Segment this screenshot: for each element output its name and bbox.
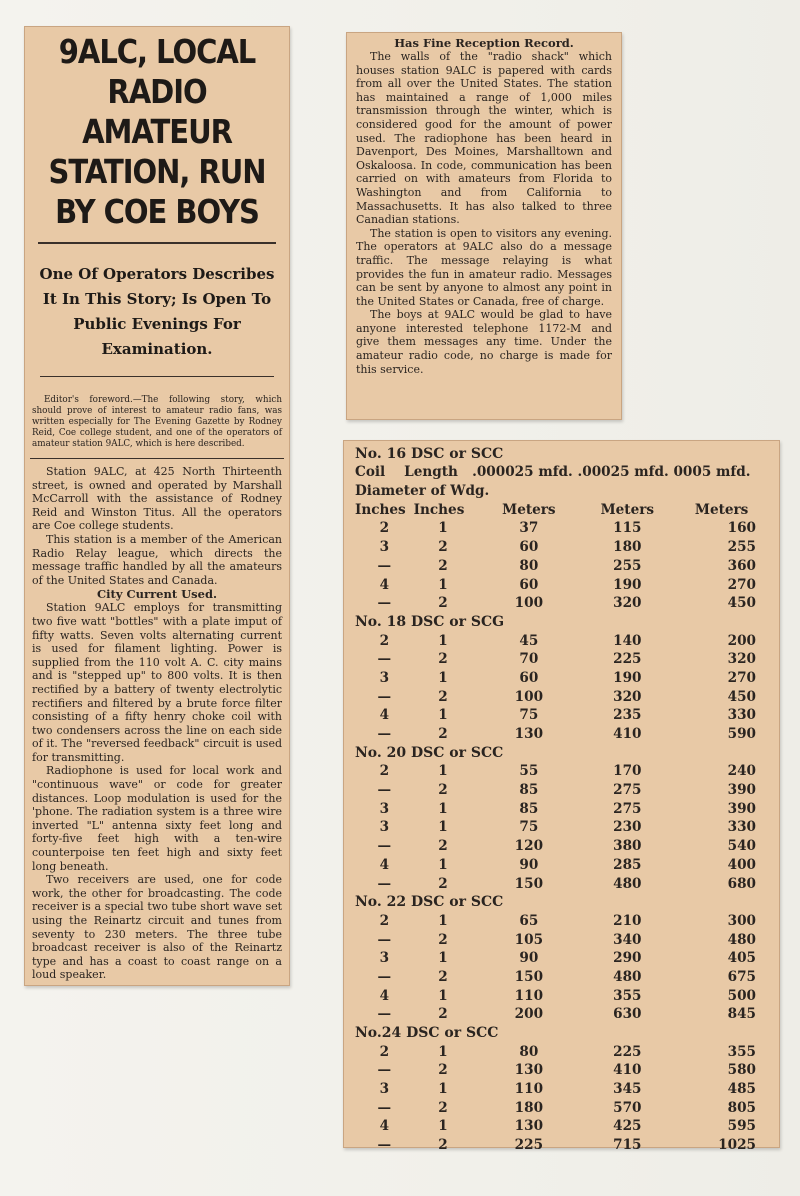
table-cell: 2 <box>438 1006 448 1023</box>
table-cell: 1 <box>438 800 448 817</box>
table-cell: 345 <box>613 1081 642 1098</box>
table-cell: 170 <box>613 763 642 780</box>
table-cell: 675 <box>727 968 756 985</box>
table-section-row <box>355 893 774 912</box>
divider <box>38 242 276 244</box>
table-section-title: No.24 DSC or SCC <box>355 1025 499 1041</box>
table-cell: 275 <box>613 782 642 799</box>
table-cell: 270 <box>727 669 756 686</box>
column-header-row <box>355 500 774 519</box>
table-cell: 255 <box>727 539 756 556</box>
table-row <box>355 706 774 725</box>
table-row <box>355 781 774 800</box>
table-cell: 715 <box>613 1137 642 1154</box>
table-cell: 230 <box>613 819 642 836</box>
table-cell: 1 <box>438 856 448 873</box>
diameter-label: Diameter of Wdg. <box>355 482 490 499</box>
table-cell: — <box>377 782 392 799</box>
table-cell: 130 <box>514 1118 544 1135</box>
article-body <box>32 465 282 982</box>
table-cell: 60 <box>519 669 539 686</box>
table-cell: 90 <box>519 856 539 873</box>
table-cell: — <box>377 557 392 574</box>
table-cell: 590 <box>727 726 756 742</box>
table-cell: 85 <box>519 782 539 799</box>
table-cell: 3 <box>379 800 390 817</box>
coil-wavelength-table-clipping <box>343 440 780 1154</box>
column-header: Inches <box>355 501 406 518</box>
table-cell: 2 <box>438 838 448 855</box>
table-cell: 1 <box>438 632 448 649</box>
table-cell: 150 <box>514 968 544 985</box>
column-header: Meters <box>600 501 655 518</box>
paragraph: This station is a member of the American Radio Relay league, which directs the message traffic handled by all the amateurs of the United States and Canada. <box>32 532 282 587</box>
table-cell: 60 <box>519 576 539 593</box>
table-row <box>355 799 774 818</box>
table-cell: 630 <box>613 1006 642 1023</box>
table-row <box>355 837 774 856</box>
table-row <box>355 1061 774 1080</box>
table-cell: — <box>377 931 392 948</box>
table-cell: 70 <box>519 651 539 668</box>
table-cell: 320 <box>613 688 642 705</box>
table-cell: 200 <box>514 1006 544 1023</box>
table-cell: 500 <box>727 987 756 1004</box>
table-cell: 2 <box>438 1137 448 1154</box>
table-cell: 2 <box>438 1062 448 1079</box>
table-section-row <box>355 1024 774 1043</box>
table-cell: 2 <box>438 557 448 574</box>
table-cell: — <box>377 651 392 668</box>
table-cell: 1 <box>438 1043 448 1060</box>
table-cell: 380 <box>613 838 642 855</box>
table-cell: 450 <box>727 688 756 705</box>
table-cell: 2 <box>379 632 390 649</box>
divider <box>40 376 274 377</box>
column-header: Meters <box>502 501 556 518</box>
table-cell: — <box>377 1137 392 1154</box>
paragraph: Radiophone is used for local work and "continuous wave" or code for greater distances. Loop modulation is used for the 'phone. The radiation system is a three wire inverted "L" antenna sixty feet long and forty-five feet high with a ten-wire counterpoise ten feet high and sixty feet long beneath. <box>32 764 282 873</box>
table-cell: 1 <box>438 950 448 967</box>
table-cell: 3 <box>379 1081 390 1098</box>
table-cell: 1 <box>438 576 448 593</box>
table-cell: 100 <box>514 595 544 612</box>
table-cell: 300 <box>727 912 756 929</box>
table-cell: 130 <box>514 1062 544 1079</box>
table-row <box>355 519 774 538</box>
table-cell: 290 <box>613 950 642 967</box>
table-section-title: No. 16 DSC or SCC <box>355 446 504 462</box>
table-row <box>355 575 774 594</box>
table-row <box>355 669 774 688</box>
table-cell: 320 <box>727 651 756 668</box>
table-cell: 485 <box>727 1081 756 1098</box>
table-cell: 2 <box>379 912 390 929</box>
newspaper-clipping-article <box>24 26 290 986</box>
table-cell: 130 <box>514 726 544 742</box>
table-row <box>355 930 774 949</box>
table-cell: 4 <box>379 576 390 593</box>
table-cell: 3 <box>379 950 390 967</box>
table-cell: 60 <box>519 539 539 556</box>
paragraph: Station 9ALC employs for transmitting two five watt "bottles" with a plate imput of fifty watts. Seven volts alternating current is used for filament lighting. Power is supplied from the 110 volt A. C. city mains and is "stepped up" to 800 volts. It is then rectified by a battery of twenty electrolytic rectifiers and filtered by a brute force filter consisting of a fifty henry choke coil with two condensers across the line on each side of it. The "reversed feedback" circuit is used for transmitting. <box>32 601 282 764</box>
table-cell: 1 <box>438 819 448 836</box>
table-section-row <box>355 743 774 762</box>
table-cell: 285 <box>613 856 642 873</box>
table-cell: — <box>377 1062 392 1079</box>
paragraph: The station is open to visitors any evening. The operators at 9ALC also do a message traffic. The message relaying is what provides the fun in amateur radio. Messages can be sent by anyone to almost any point in the United States or Canada, free of charge. <box>356 226 612 308</box>
table-cell: 2 <box>438 1099 448 1116</box>
table-cell: 110 <box>514 1081 544 1098</box>
table-cell: 75 <box>519 707 539 724</box>
paragraph: The walls of the "radio shack" which houses station 9ALC is papered with cards from all over the United States. The station has maintained a range of 1,000 miles transmission through the winter, which is considered good for the amount of power used. The radiophone has been heard in Davenport, Des Moines, Marshalltown and Oskaloosa. In code, communication has been carried on with amateurs from Florida to Washington and from California to Massachusetts. It has also talked to three Canadian stations. <box>356 50 612 227</box>
table-cell: 3 <box>379 669 390 686</box>
table-row <box>355 874 774 893</box>
paragraph: Two receivers are used, one for code work, the other for broadcasting. The code receiver is a special two tube short wave set using the Reinartz circuit and tunes from seventy to 230 meters. The three tube broadcast receiver is also of the Reinartz type and has a coast to coast range on a loud speaker. <box>32 873 282 982</box>
table-cell: 3 <box>379 819 390 836</box>
table-cell: 160 <box>727 520 756 537</box>
table-cell: 480 <box>613 968 642 985</box>
table-cell: 45 <box>519 632 539 649</box>
table-cell: 400 <box>727 856 756 873</box>
table-cell: 2 <box>438 539 448 556</box>
table-row <box>355 1117 774 1136</box>
table-row <box>355 538 774 557</box>
table-cell: 355 <box>613 987 642 1004</box>
table-cell: 595 <box>727 1118 756 1135</box>
table-cell: 190 <box>613 576 642 593</box>
table-cell: 4 <box>379 856 390 873</box>
table-section-title: No. 18 DSC or SCG <box>355 613 505 630</box>
table-cell: 85 <box>519 800 539 817</box>
table-cell: 110 <box>514 987 544 1004</box>
table-cell: 390 <box>727 800 756 817</box>
table-row <box>355 1080 774 1099</box>
newspaper-clipping-continuation <box>346 32 622 420</box>
table-row <box>355 631 774 650</box>
table-cell: 2 <box>438 726 448 742</box>
table-cell: 80 <box>519 1043 539 1060</box>
table-cell: 410 <box>613 1062 642 1079</box>
table-cell: 1025 <box>718 1137 756 1154</box>
table-cell: 2 <box>379 520 390 537</box>
table-row <box>355 968 774 987</box>
table-cell: 2 <box>438 651 448 668</box>
table-cell: 320 <box>613 595 642 612</box>
table-cell: 2 <box>438 688 448 705</box>
table-cell: 2 <box>438 931 448 948</box>
table-cell: 80 <box>519 557 539 574</box>
table-cell: 2 <box>438 782 448 799</box>
table-cell: 1 <box>438 912 448 929</box>
table-cell: 4 <box>379 987 390 1004</box>
editors-foreword: Editor's foreword.—The following story, which should prove of interest to amateur radio fans, was written especially for The Evening Gazette by Rodney Reid, Coe college student, and one of the operators of amateur station 9ALC, which is here described. <box>32 395 282 449</box>
table-row <box>355 1005 774 1024</box>
table-row <box>355 818 774 837</box>
table-cell: 2 <box>438 968 448 985</box>
table-cell: 235 <box>613 707 642 724</box>
table-cell: — <box>377 1006 392 1023</box>
table-cell: 65 <box>519 912 539 929</box>
table-cell: 680 <box>727 875 756 892</box>
table-row <box>355 949 774 968</box>
table-cell: 845 <box>727 1006 756 1023</box>
table-cell: 180 <box>613 539 642 556</box>
divider <box>30 458 284 459</box>
table-cell: — <box>377 1099 392 1116</box>
table-cell: 150 <box>514 875 544 892</box>
table-cell: 580 <box>727 1062 756 1079</box>
table-cell: 1 <box>438 987 448 1004</box>
deck-subheadline: One Of Operators Describes It In This Story; Is Open To Public Evenings For Examination. <box>39 265 275 358</box>
table-cell: 75 <box>519 819 539 836</box>
table-cell: 4 <box>379 1118 390 1135</box>
column-header: Inches <box>413 501 465 518</box>
table-cell: 115 <box>613 520 642 537</box>
table-cell: 425 <box>613 1118 642 1135</box>
table-cell: 240 <box>727 763 756 780</box>
table-row <box>355 556 774 575</box>
table-row <box>355 912 774 931</box>
table-cell: 3 <box>379 539 390 556</box>
table-section-row <box>355 613 774 632</box>
table-cell: 225 <box>613 651 642 668</box>
table-cell: 2 <box>379 1043 390 1060</box>
coil-header: Coil Length .000025 mfd. .00025 mfd. 0005 mfd. <box>355 464 751 480</box>
table-row <box>355 650 774 669</box>
table-cell: 360 <box>727 557 756 574</box>
table-cell: 1 <box>438 1118 448 1135</box>
table-cell: — <box>377 688 392 705</box>
table-row <box>355 855 774 874</box>
table-row <box>355 725 774 744</box>
paragraph: The boys at 9ALC would be glad to have anyone interested telephone 1172-M and give them messages any time. Under the amateur radio code, no charge is made for this service. <box>356 308 612 376</box>
table-cell: 1 <box>438 669 448 686</box>
table-cell: 2 <box>438 875 448 892</box>
table-cell: 330 <box>727 819 756 836</box>
table-cell: 200 <box>727 632 756 649</box>
table-cell: 450 <box>727 595 756 612</box>
table-cell: 330 <box>727 707 756 724</box>
table-cell: 4 <box>379 707 390 724</box>
table-row <box>355 762 774 781</box>
headline: 9ALC, LOCAL RADIO AMATEUR STATION, RUN BY COE BOYS <box>48 32 266 231</box>
table-cell: 100 <box>514 688 544 705</box>
table-cell: 2 <box>438 595 448 612</box>
column-header: Meters <box>694 501 749 518</box>
table-cell: 55 <box>519 763 539 780</box>
table-row <box>355 1136 774 1155</box>
table-row <box>355 986 774 1005</box>
table-cell: 210 <box>613 912 642 929</box>
table-section-title: No. 22 DSC or SCC <box>355 894 504 911</box>
table-cell: 355 <box>727 1043 756 1060</box>
table-row <box>355 1098 774 1117</box>
table-cell: — <box>377 875 392 892</box>
table-cell: 2 <box>379 763 390 780</box>
table-cell: 37 <box>519 520 539 537</box>
table-section-title: No. 20 DSC or SCC <box>355 744 504 761</box>
table-cell: 255 <box>613 557 642 574</box>
table-cell: 270 <box>727 576 756 593</box>
table-cell: 1 <box>438 763 448 780</box>
table-cell: 480 <box>727 931 756 948</box>
table-cell: 190 <box>613 669 642 686</box>
table-cell: 140 <box>613 632 642 649</box>
table-cell: 1 <box>438 1081 448 1098</box>
table-cell: 405 <box>727 950 756 967</box>
section-subhead: City Current Used. <box>96 587 217 602</box>
table-header-line <box>355 463 774 482</box>
table-cell: — <box>377 726 392 742</box>
table-cell: 1 <box>438 520 448 537</box>
table-cell: 805 <box>727 1099 756 1116</box>
table-cell: 390 <box>727 782 756 799</box>
table-cell: 540 <box>727 838 756 855</box>
paragraph: Station 9ALC, at 425 North Thirteenth street, is owned and operated by Marshall McCarroll with the assistance of Rodney Reid and Winston Titus. All the operators are Coe college students. <box>32 465 282 533</box>
table-row <box>355 1042 774 1061</box>
table-row <box>355 594 774 613</box>
table-cell: 105 <box>514 931 544 948</box>
article-body <box>356 50 612 376</box>
table-cell: 120 <box>514 838 544 855</box>
table-cell: 410 <box>613 726 642 742</box>
table-cell: — <box>377 838 392 855</box>
table-cell: 570 <box>613 1099 642 1116</box>
coil-table <box>355 500 774 1154</box>
table-cell: 480 <box>613 875 642 892</box>
table-cell: 225 <box>514 1137 544 1154</box>
table-cell: 180 <box>514 1099 544 1116</box>
table-cell: 225 <box>613 1043 642 1060</box>
table-cell: 340 <box>613 931 642 948</box>
table-cell: 90 <box>519 950 539 967</box>
table-cell: 275 <box>613 800 642 817</box>
table-cell: 1 <box>438 707 448 724</box>
table-cell: — <box>377 968 392 985</box>
table-row <box>355 687 774 706</box>
section-subhead: Has Fine Reception Record. <box>394 36 574 50</box>
table-cell: — <box>377 595 392 612</box>
